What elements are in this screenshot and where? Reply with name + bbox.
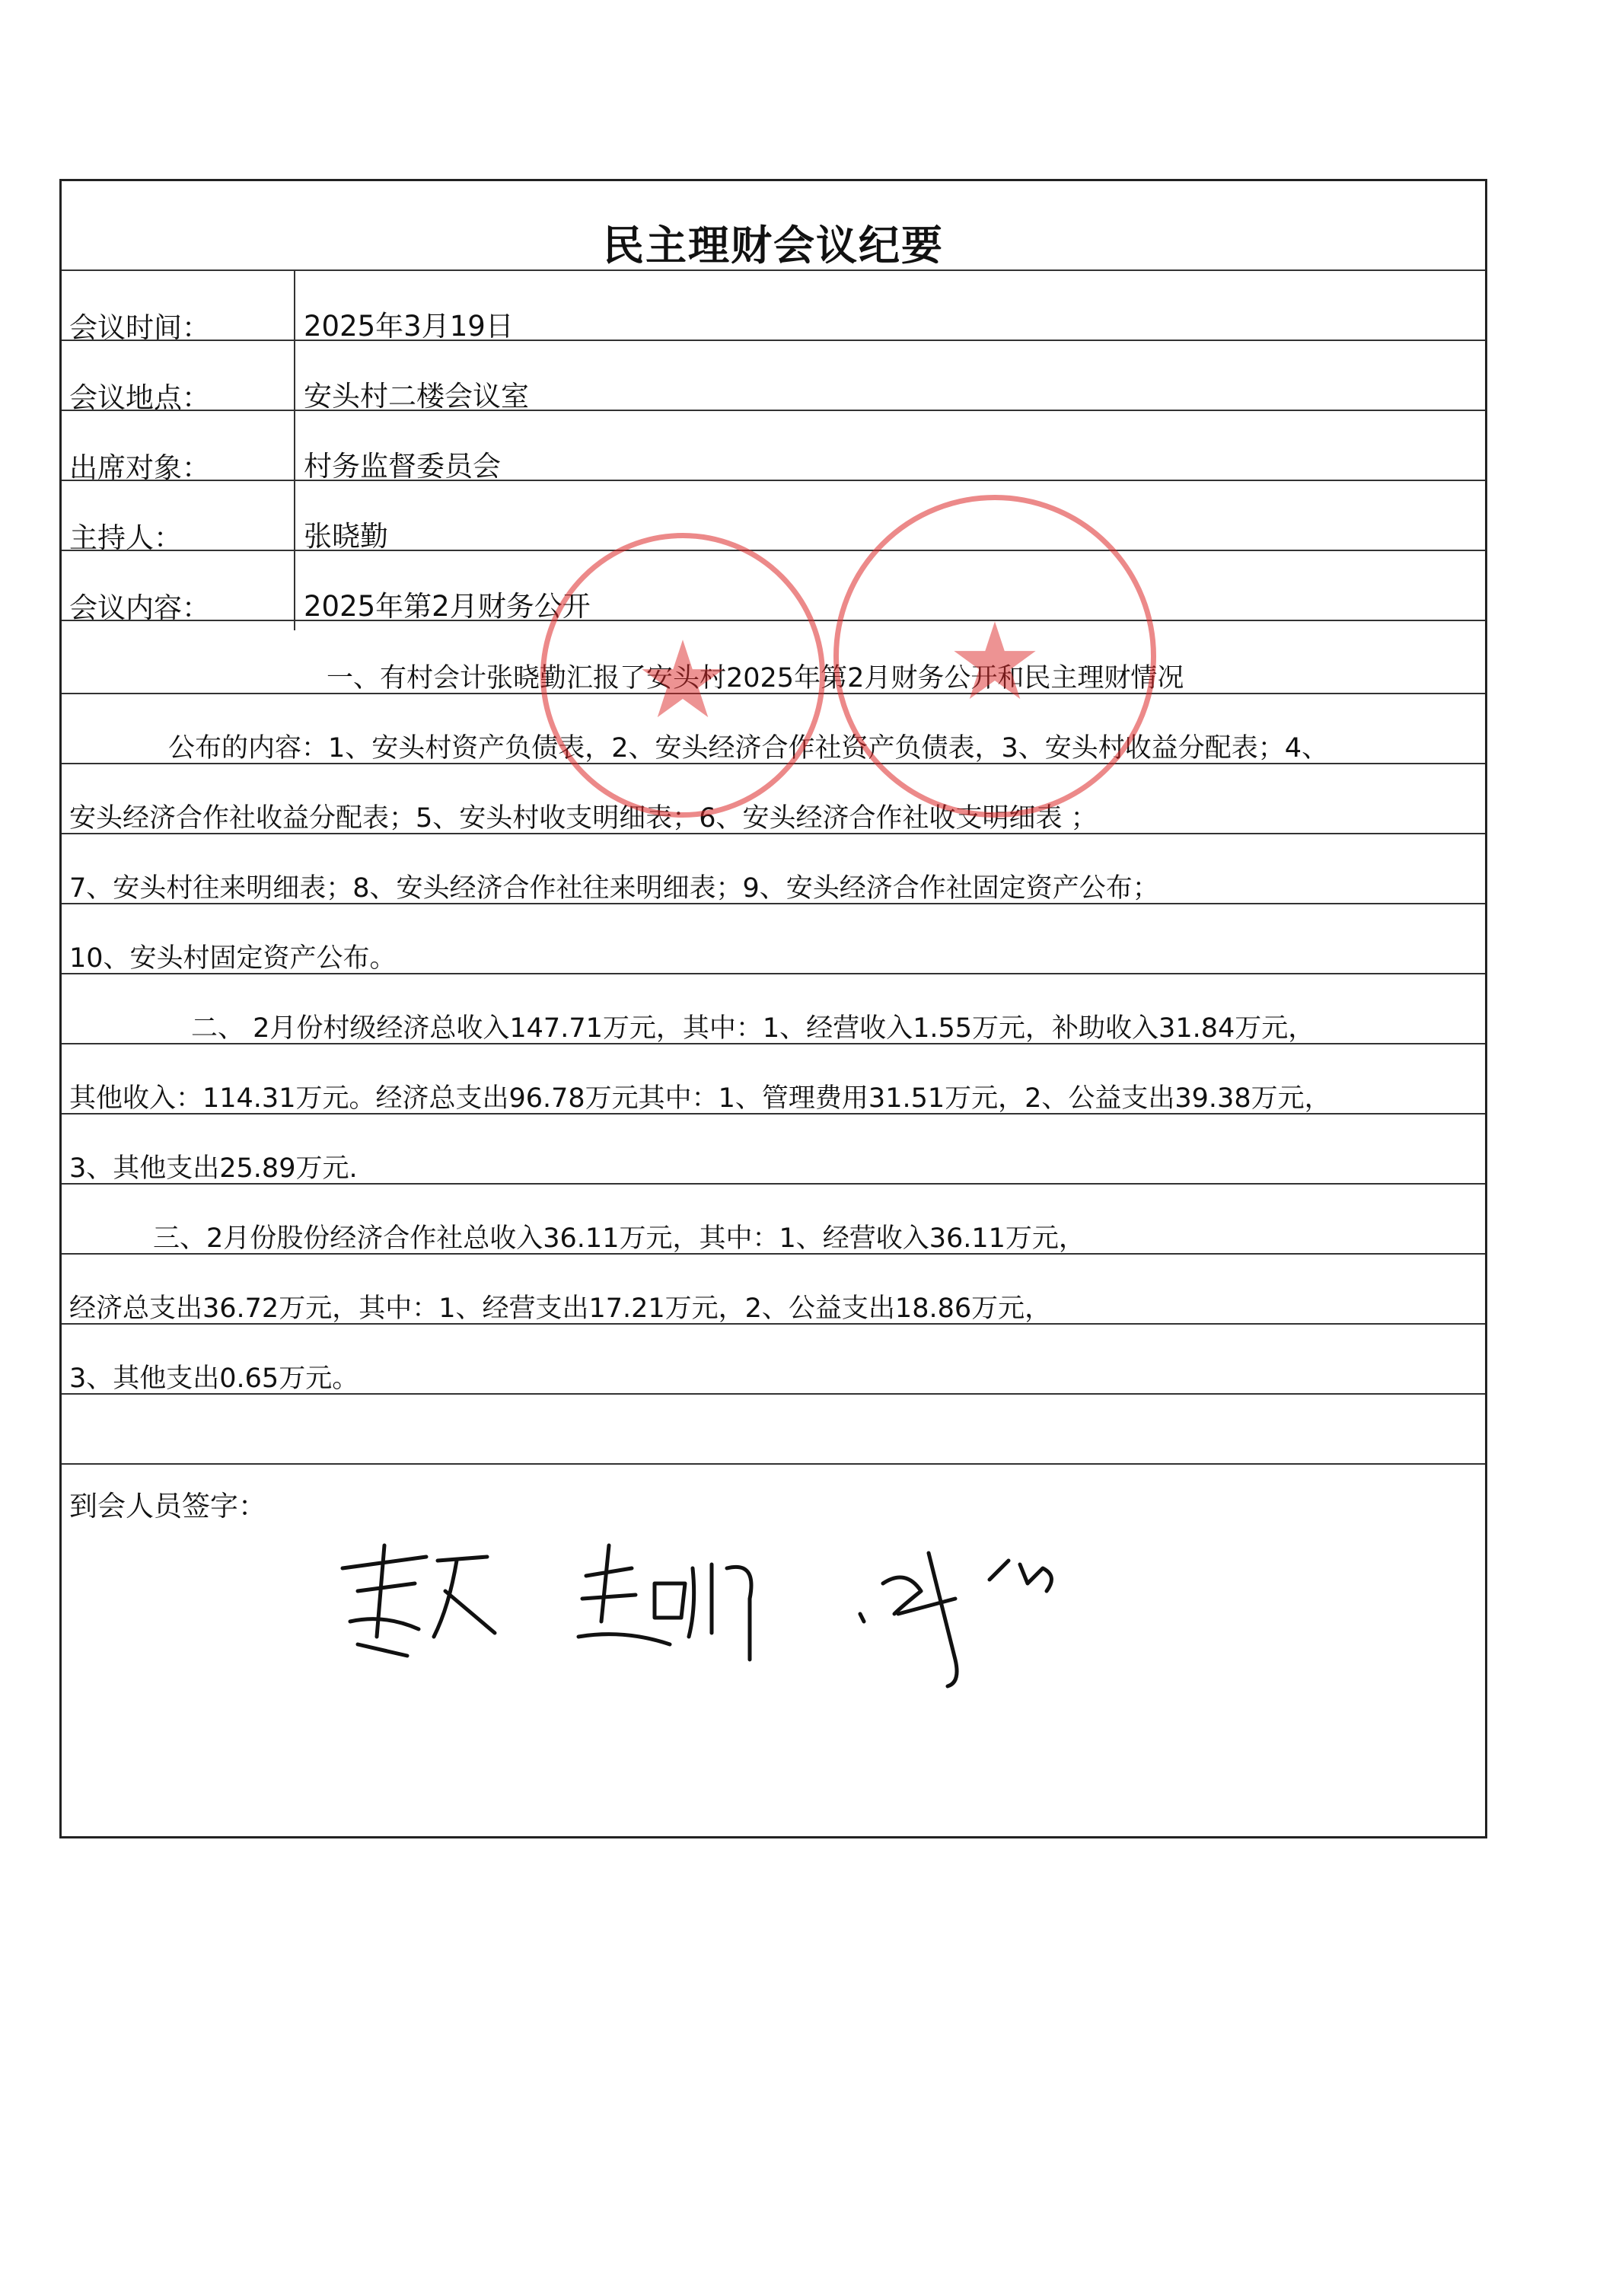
signature-2 xyxy=(578,1545,751,1660)
field-value-time: 2025年3月19日 xyxy=(304,310,514,343)
field-label-content: 会议内容： xyxy=(69,592,210,624)
content-line: 安头经济合作社收益分配表；5、安头村收支明细表；6、安头经济合作社收支明细表 ； xyxy=(69,803,1098,834)
content-line: 一、有村会计张晓勤汇报了安头村2025年第2月财务公开和民主理财情况 xyxy=(327,663,1184,694)
field-value-content: 2025年第2月财务公开 xyxy=(304,590,591,623)
field-value-host: 张晓勤 xyxy=(304,520,388,553)
field-label-time: 会议时间： xyxy=(69,311,210,344)
document-title: 民主理财会议纪要 xyxy=(603,222,944,269)
content-line: 公布的内容：1、安头村资产负债表，2、安头经济合作社资产负债表，3、安头村收益分配表；4、 xyxy=(168,733,1329,764)
content-line: 3、其他支出25.89万元. xyxy=(69,1153,358,1184)
signature-3 xyxy=(860,1553,1051,1686)
content-line: 10、安头村固定资产公布。 xyxy=(69,943,397,974)
content-line: 三、2月份股份经济合作社总收入36.11万元，其中：1、经营收入36.11万元， xyxy=(153,1223,1085,1254)
content-line: 3、其他支出0.65万元。 xyxy=(69,1363,359,1394)
content-line: 7、安头村往来明细表；8、安头经济合作社往来明细表；9、安头经济合作社固定资产公布； xyxy=(69,873,1159,904)
signature-label: 到会人员签字： xyxy=(69,1490,266,1523)
field-label-location: 会议地点： xyxy=(69,381,210,414)
content-line: 其他收入：114.31万元。经济总支出96.78万元其中：1、管理费用31.51万元，2、公益支出39.38万元， xyxy=(69,1083,1331,1114)
field-value-location: 安头村二楼会议室 xyxy=(304,380,529,413)
star-icon: ★ xyxy=(635,618,731,743)
signature-1 xyxy=(343,1545,495,1656)
star-icon: ★ xyxy=(947,600,1043,725)
field-label-attendees: 出席对象： xyxy=(69,451,210,484)
content-line: 经济总支出36.72万元，其中：1、经营支出17.21万元，2、公益支出18.86万元， xyxy=(69,1293,1052,1324)
content-line: 二、 2月份村级经济总收入147.71万元，其中：1、经营收入1.55万元，补助收入31.84万元， xyxy=(191,1013,1315,1044)
field-value-attendees: 村务监督委员会 xyxy=(304,450,501,483)
field-label-host: 主持人： xyxy=(69,521,182,554)
